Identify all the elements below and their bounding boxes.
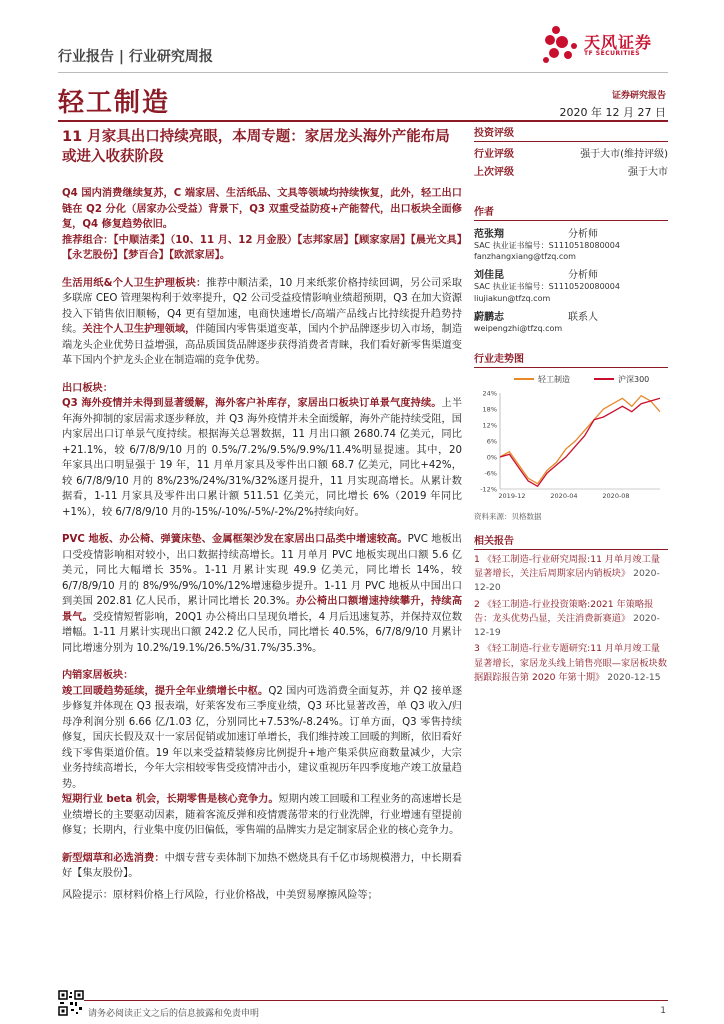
previous-rating: 上次评级 强于大市	[474, 167, 668, 178]
recommend-paragraph: 推荐组合：【中顺洁柔】（10、11 月、12 月金股）【志邦家居】【顾家家居】【晨光文具】【永艺股份】【梦百合】【欧派家居】。	[62, 234, 463, 261]
author-3-email[interactable]: weipengzhi@tfzq.com	[474, 323, 563, 333]
pvc-section: PVC 地板、办公椅、弹簧床垫、金属框架沙发在家居出口品类中增速较高。PVC 地板出口受疫情影响相对较小，出口数据持续高增长。11 月单月 PVC 地板实现出口额 5.6 亿美元，同比大幅增长 35%。1-11 月累计实现 49.9 亿美元，同比增长 14%，较 6/7/8/9/10 月的 8%/9%/9%/10%/12%增速稳步提升。1-11 月 PVC 地板从中国出口到美国 202.81 亿人民币，累计同比增长 20.3%。办公椅出口额增速持续攀升，持续高景气。受疫情短暂影响，20Q1 办公椅出口呈现负增长，4 月后迅速复苏，并保持双位数增幅。1-11 月累计实现出口额 242.2 亿人民币，同比增长 40.5%，6/7/8/9/10 月累计同比增速分别为 10.2%/19.1%/26.5%/31.7%/35.3%。	[62, 534, 463, 654]
trend-chart-svg	[474, 371, 668, 507]
related-report-2[interactable]: 2 《轻工制造-行业投资策略:2021 年策略报告：龙头优势凸显，关注消费新赛道》 2020-12-19	[474, 598, 660, 639]
y-tick-label: 18%	[482, 405, 497, 414]
author-2-email[interactable]: liujiakun@tfzq.com	[474, 293, 551, 303]
report-type: 证券研究报告	[611, 91, 666, 101]
qr-code-icon	[58, 990, 84, 1016]
export-section: Q3 海外疫情并未得到显著缓解，海外客户补库存，家居出口板块订单景气度持续。上半年海外抑制的家居需求逐步释放，并 Q3 海外疫情并未全面缓解，海外产能持续受阻，国内家居出口订单景气度持续。根据海关总署数据，11 月出口额 2680.74 亿美元，同比 +21.1%，较 6/7/8/9/10 月的 0.5%/7.2%/9.5%/9.9%/11.4%明显提速。其中，20 年家具出口明显强于 19 年，11 月单月家具及零件出口额 68.7 亿美元，同比+42%，较 6/7/8/9/10 月的 8%/23%/24%/31%/32%逐月提升，11 月实现高增长。从累计数据看，1-11 月家具及零件出口累计额 511.51 亿美元，同比增长 6%（2019 年同比+1%），较 6/7/8/9/10 月的-15%/-10%/-5%/-2%/2%持续向好。	[62, 398, 463, 518]
header-divider	[58, 72, 668, 73]
x-tick-label: 2020-04	[550, 491, 578, 500]
related-report-1[interactable]: 1 《轻工制造-行业研究周报:11 月单月竣工量显著增长，关注后周期家居内销板块》 2020-12-20	[474, 553, 660, 594]
domestic-heading: 内销家居板块：	[62, 670, 134, 681]
rating-heading: 投资评级	[474, 124, 668, 142]
domestic-section-2: 短期行业 beta 机会，长期零售是核心竞争力。短期内竣工回暖和工程业务的高速增长是业绩增长的主要驱动因素，随着客流反弹和疫情震荡带来的行业洗牌，行业增速有望提前修复；长期内，行业集中度仍旧偏低，零售端的品牌实力是定制家居企业的核心竞争力。	[62, 794, 462, 836]
trend-heading: 行业走势图	[474, 350, 668, 368]
summary-paragraph: Q4 国内消费继续复苏，C 端家居、生活纸品、文具等领域均持续恢复，此外，轻工出口链在 Q2 分化（居家办公受益）背景下，Q3 双重受益防疫+产能替代，出口板块全面修复，Q4 修复趋势依旧。	[62, 188, 462, 230]
y-tick-label: 0%	[486, 453, 497, 462]
company-logo-name: 天风证券	[584, 33, 653, 52]
legend-label-1: 轻工制造	[538, 374, 570, 384]
author-heading: 作者	[474, 203, 668, 221]
author-1-email[interactable]: fanzhangxiang@tfzq.com	[474, 252, 576, 262]
risk-section: 风险提示：原材料价格上行风险，行业价格战，中美贸易摩擦风险等；	[62, 889, 378, 901]
author-2: 刘佳昆 分析师 SAC 执业证书编号：S1110520080004 liujiakun@tfzq.com	[474, 266, 668, 303]
y-tick-label: -6%	[484, 469, 497, 478]
page-number: 1	[660, 1006, 666, 1016]
y-tick-label: 12%	[482, 421, 497, 430]
disclaimer: 请务必阅读正文之后的信息披露和免责申明	[88, 1009, 260, 1019]
related-report-3[interactable]: 3 《轻工制造-行业专题研究:11 月单月竣工量显著增长，家居龙头线上销售亮眼—家居板块数据跟踪报告第 2020 年第十期》 2020-12-15	[474, 643, 667, 683]
main-body	[62, 186, 462, 903]
y-tick-label: -12%	[480, 485, 497, 494]
legend-label-2: 沪深300	[618, 374, 650, 384]
sidebar	[474, 124, 668, 687]
chart-source: 资料来源：贝格数据	[474, 511, 542, 521]
y-tick-label: 6%	[486, 437, 497, 446]
related-heading: 相关报告	[474, 532, 668, 550]
title-divider	[58, 120, 668, 122]
author-1: 范张翔 分析师 SAC 执业证书编号：S1110518080004 fanzhangxiang@tfzq.com	[474, 225, 668, 262]
domestic-section: 竣工回暖趋势延续，提升全年业绩增长中枢。Q2 国内可选消费全面复苏，并 Q2 接单逐步修复并体现在 Q3 报表端，好莱客发布三季度业绩，Q3 环比显著改善，单 Q3 收入/归母净利润分别 6.66 亿/1.03 亿，分别同比+7.53%/-8.24%。订单方面，Q3 零售持续修复，国庆长假及双十一家居促销或加速订单增长，我们维持竣工回暖的判断，依旧看好线下零售渠道价值。19 年以来受益精装修房比例提升+地产集采供应商数量减少，大宗业务持续高增长，今年大宗相较零售受疫情冲击小，建议重视历年四季度地产竣工放量趋势。	[62, 685, 463, 790]
industry-rating: 行业评级 强于大市(维持评级)	[474, 149, 668, 160]
footer-divider	[58, 1000, 668, 1001]
industry-title: 轻工制造	[58, 88, 171, 118]
report-title: 11 月家具出口持续亮眼，本周专题：家居龙头海外产能布局或进入收获阶段	[62, 129, 450, 165]
company-logo-sub: TF SECURITIES	[584, 50, 641, 57]
report-category: 行业报告 | 行业研究周报	[58, 49, 213, 65]
y-tick-label: 24%	[482, 389, 497, 398]
export-heading: 出口板块：	[62, 382, 113, 394]
x-tick-label: 2019-12	[498, 491, 526, 500]
trend-chart	[474, 371, 668, 507]
tissue-section: 生活用纸&个人卫生护理板块：推荐中顺洁柔，10 月来纸浆价格持续回调，另公司采取多联席 CEO 管理架构利于效率提升，Q2 公司受益疫情影响业绩超预期，Q3 在加大资源投入下销售依旧顺畅，Q4 更有望加速，电商快速增长/高端产品线占比持续提升趋势持续。关注个人卫生护理领域，伴随国内零售渠道变革，国内个护品牌逐步切入市场，制造端龙头企业优势日益增强，高品质国货品牌逐步获得消费者青睐，我们看好新零售渠道变革下国内个护龙头企业在制造端的竞争优势。	[62, 277, 463, 366]
report-date: 2020 年 12 月 27 日	[559, 106, 666, 119]
author-3: 蔚鹏志 联系人 weipengzhi@tfzq.com	[474, 308, 668, 334]
tobacco-section: 新型烟草和必选消费：中烟专营专卖体制下加热不燃烧具有千亿市场规模潜力，中长期看好【集友股份】。	[62, 852, 463, 879]
x-tick-label: 2020-08	[602, 491, 630, 500]
